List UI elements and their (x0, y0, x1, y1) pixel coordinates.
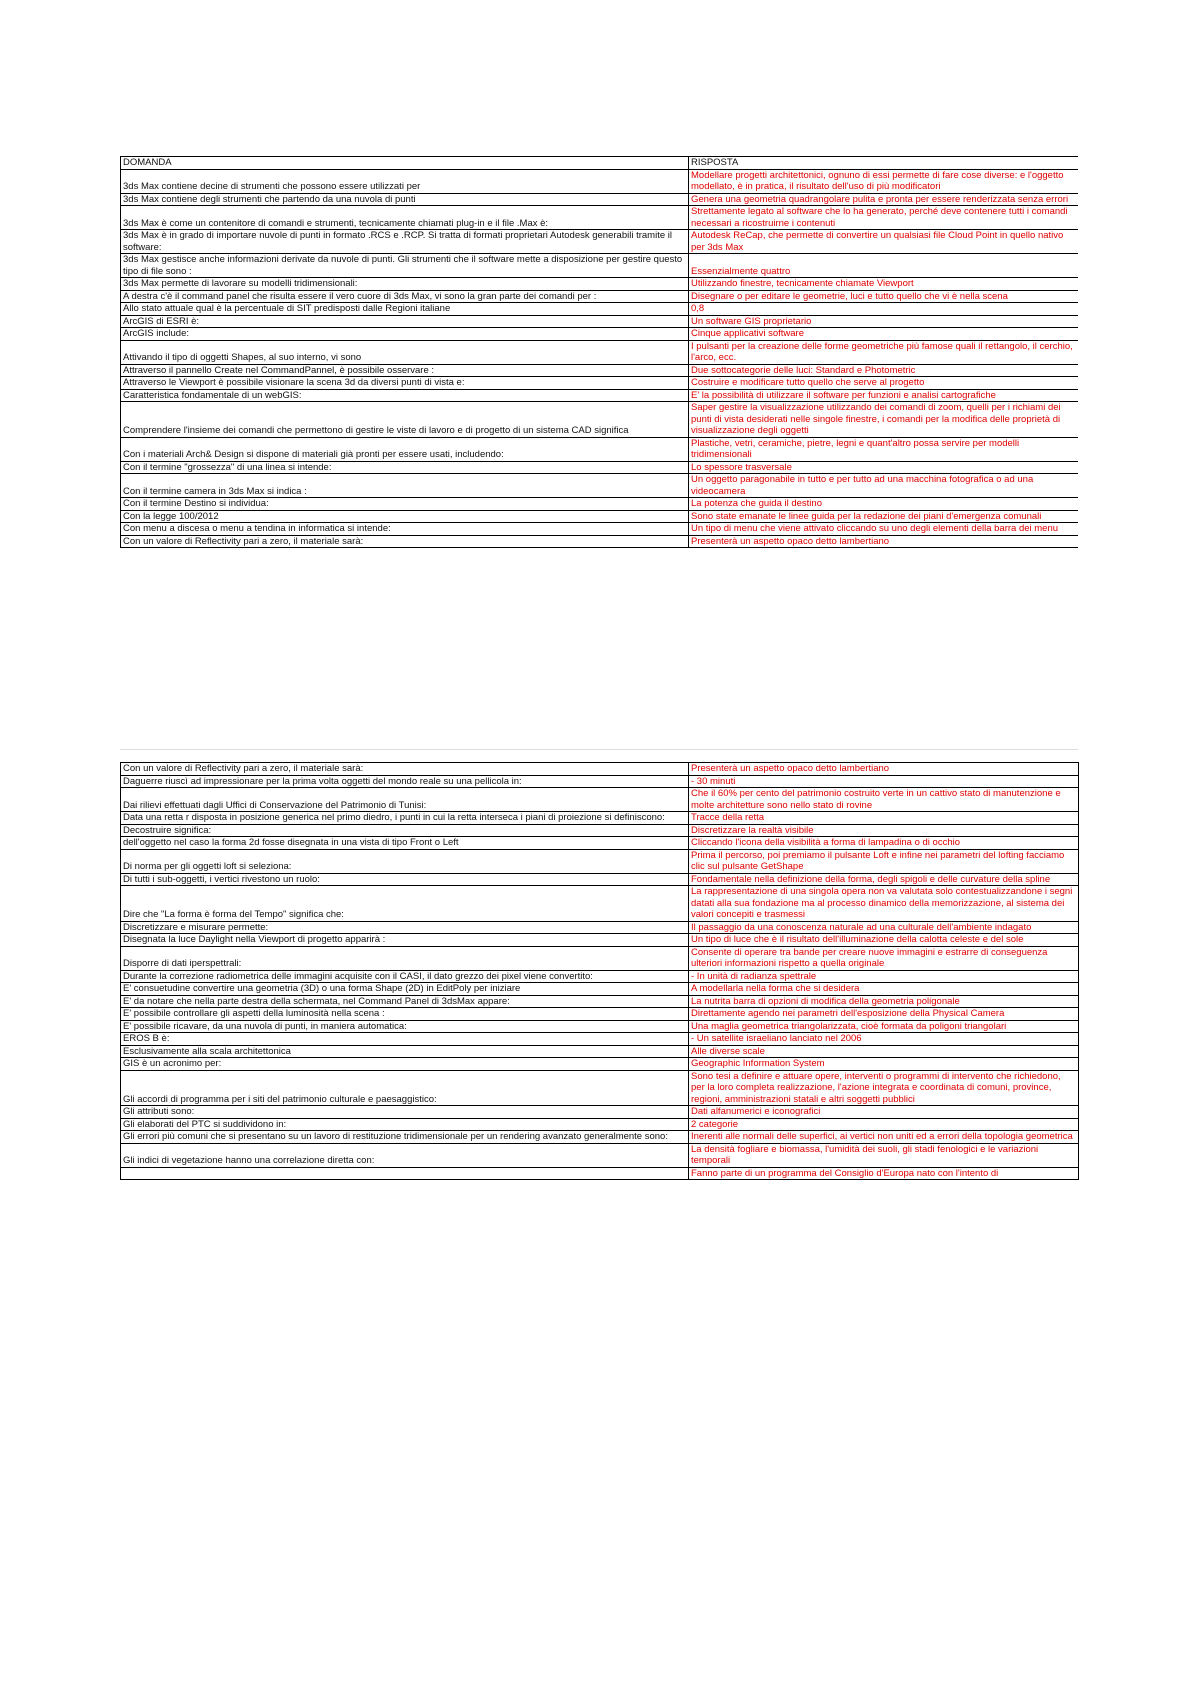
question-cell: Allo stato attuale qual è la percentuale di SIT predisposti dalle Regioni italiane (121, 303, 689, 316)
answer-cell: Tracce della retta (689, 812, 1079, 825)
question-cell: Attraverso le Viewport è possibile visionare la scena 3d da diversi punti di vista e: (121, 377, 689, 390)
table-row (121, 1070, 1079, 1106)
table-row (121, 315, 1079, 328)
question-cell: Con menu a discesa o menu a tendina in informatica si intende: (121, 523, 689, 536)
table-row (121, 402, 1079, 438)
answer-cell: Un tipo di menu che viene attivato cliccando su uno degli elementi della barra dei menu (689, 523, 1079, 536)
answer-cell: Fanno parte di un programma del Consiglio d'Europa nato con l'intento di (689, 1167, 1079, 1180)
table-row (121, 461, 1079, 474)
question-cell (121, 1167, 689, 1180)
answer-cell: Un software GIS proprietario (689, 315, 1079, 328)
table-row (121, 1058, 1079, 1071)
question-cell: Daguerre riuscì ad impressionare per la prima volta oggetti del mondo reale su una pellicola in: (121, 775, 689, 788)
question-cell: ArcGIS di ESRI è: (121, 315, 689, 328)
answer-cell: Cliccando l'icona della visibilità a forma di lampadina o di occhio (689, 837, 1079, 850)
answer-cell: La potenza che guida il destino (689, 498, 1079, 511)
question-cell: Attraverso il pannello Create nel CommandPannel, è possibile osservare : (121, 364, 689, 377)
page-separator (120, 749, 1078, 750)
answer-cell: Prima il percorso, poi premiamo il pulsante Loft e infine nei parametri del lofting facciamo clic sul pulsante GetShape (689, 849, 1079, 873)
question-cell: A destra c'è il command panel che risulta essere il vero cuore di 3ds Max, vi sono la gran parte dei comandi per : (121, 290, 689, 303)
table-row (121, 377, 1079, 390)
answer-cell: - In unità di radianza spettrale (689, 970, 1079, 983)
answer-cell: A modellarla nella forma che si desidera (689, 983, 1079, 996)
question-cell: GIS è un acronimo per: (121, 1058, 689, 1071)
answer-cell: 2 categorie (689, 1118, 1079, 1131)
table-row (121, 1008, 1079, 1021)
answer-cell: Dati alfanumerici e iconografici (689, 1106, 1079, 1119)
question-cell: Con il termine Destino si individua: (121, 498, 689, 511)
question-cell: 3ds Max contiene decine di strumenti che possono essere utilizzati per (121, 169, 689, 193)
table-row (121, 1131, 1079, 1144)
table-row (121, 437, 1079, 461)
question-cell: Disegnata la luce Daylight nella Viewport di progetto apparirà : (121, 934, 689, 947)
header-question: DOMANDA (121, 157, 689, 170)
question-cell: Data una retta r disposta in posizione generica nel primo diedro, i punti in cui la retta interseca i piani di proiezione si definiscono: (121, 812, 689, 825)
table-row (121, 775, 1079, 788)
table-row (121, 340, 1079, 364)
answer-cell: I pulsanti per la creazione delle forme geometriche più famose quali il rettangolo, il cerchio, l'arco, ecc. (689, 340, 1079, 364)
answer-cell: La rappresentazione di una singola opera non va valutata solo contestualizzandone i segni datati alla sua fondazione ma al processo dinamico della memorizzazione, al sistema dei valori concepiti e trasmessi (689, 886, 1079, 922)
question-cell: Con il termine camera in 3ds Max si indica : (121, 474, 689, 498)
answer-cell: La densità fogliare e biomassa, l'umidità dei suoli, gli stadi fenologici e le variazioni temporali (689, 1143, 1079, 1167)
answer-cell: Sono tesi a definire e attuare opere, interventi o programmi di intervento che richiedono, per la loro completa realizzazione, l'azione integrata e coordinata di comuni, province, regioni, amministrazioni statali e altri soggetti pubblici (689, 1070, 1079, 1106)
question-cell: Decostruire significa: (121, 824, 689, 837)
answer-cell: Cinque applicativi software (689, 328, 1079, 341)
table-row (121, 983, 1079, 996)
question-cell: Gli accordi di programma per i siti del patrimonio culturale e paesaggistico: (121, 1070, 689, 1106)
answer-cell: 0,8 (689, 303, 1079, 316)
answer-cell: Essenzialmente quattro (689, 254, 1079, 278)
table-row (121, 1020, 1079, 1033)
table-row (121, 254, 1079, 278)
table-row (121, 193, 1079, 206)
answer-cell: Una maglia geometrica triangolarizzata, cioè formata da poligoni triangolari (689, 1020, 1079, 1033)
answer-cell: - Un satellite israeliano lanciato nel 2006 (689, 1033, 1079, 1046)
table-row (121, 763, 1079, 776)
table-row (121, 1167, 1079, 1180)
question-cell: 3ds Max permette di lavorare su modelli tridimensionali: (121, 278, 689, 291)
table-row (121, 535, 1079, 548)
answer-cell: Presenterà un aspetto opaco detto lambertiano (689, 763, 1079, 776)
question-cell: Gli indici di vegetazione hanno una correlazione diretta con: (121, 1143, 689, 1167)
question-cell: Di tutti i sub-oggetti, i vertici rivestono un ruolo: (121, 873, 689, 886)
answer-cell: Saper gestire la visualizzazione utilizzando dei comandi di zoom, quelli per i richiami dei punti di vista desiderati nelle singole finestre, i comandi per la modifica delle proprietà di visualizzazione degli oggetti (689, 402, 1079, 438)
table-row (121, 498, 1079, 511)
question-cell: Gli attributi sono: (121, 1106, 689, 1119)
answer-cell: E' la possibilità di utilizzare il software per funzioni e analisi cartografiche (689, 389, 1079, 402)
table-row (121, 873, 1079, 886)
answer-cell: Disegnare o per editare le geometrie, luci e tutto quello che vi è nella scena (689, 290, 1079, 303)
question-cell: Attivando il tipo di oggetti Shapes, al suo interno, vi sono (121, 340, 689, 364)
question-cell: Con il termine "grossezza" di una linea si intende: (121, 461, 689, 474)
answer-cell: - 30 minuti (689, 775, 1079, 788)
answer-cell: Sono state emanate le linee guida per la redazione dei piani d'emergenza comunali (689, 510, 1079, 523)
table-row (121, 290, 1079, 303)
question-cell: Discretizzare e misurare permette: (121, 921, 689, 934)
question-cell: dell'oggetto nel caso la forma 2d fosse disegnata in una vista di tipo Front o Left (121, 837, 689, 850)
question-cell: 3ds Max contiene degli strumenti che partendo da una nuvola di punti (121, 193, 689, 206)
answer-cell: Plastiche, vetri, ceramiche, pietre, legni e quant'altro possa servire per modelli tridimensionali (689, 437, 1079, 461)
answer-cell: Costruire e modificare tutto quello che serve al progetto (689, 377, 1079, 390)
question-cell: E' consuetudine convertire una geometria (3D) o una forma Shape (2D) in EditPoly per iniziare (121, 983, 689, 996)
table-row (121, 1033, 1079, 1046)
answer-cell: Due sottocategorie delle luci: Standard e Photometric (689, 364, 1079, 377)
table-row (121, 1143, 1079, 1167)
question-cell: Comprendere l'insieme dei comandi che permettono di gestire le viste di lavoro e di progetto di un sistema CAD significa (121, 402, 689, 438)
table-row (121, 389, 1079, 402)
table-page-2 (120, 762, 1078, 1180)
answer-cell: Strettamente legato al software che lo ha generato, perché deve contenere tutti i comandi necessari a ricostruirne i contenuti (689, 206, 1079, 230)
table-row (121, 824, 1079, 837)
question-cell: Con un valore di Reflectivity pari a zero, il materiale sarà: (121, 535, 689, 548)
table-page-1 (120, 156, 1078, 743)
answer-cell: Il passaggio da una conoscenza naturale ad una culturale dell'ambiente indagato (689, 921, 1079, 934)
question-cell: Durante la correzione radiometrica delle immagini acquisite con il CASI, il dato grezzo dei pixel viene convertito: (121, 970, 689, 983)
question-cell: Esclusivamente alla scala architettonica (121, 1045, 689, 1058)
table-row (121, 849, 1079, 873)
table-row (121, 788, 1079, 812)
table-row (121, 303, 1079, 316)
table-row (121, 364, 1079, 377)
answer-cell: Presenterà un aspetto opaco detto lambertiano (689, 535, 1079, 548)
table-row (121, 970, 1079, 983)
header-answer: RISPOSTA (689, 157, 1079, 170)
answer-cell: Consente di operare tra bande per creare nuove immagini e estrarre di conseguenza ulteriori informazioni rispetto a quella originale (689, 946, 1079, 970)
question-cell: EROS B è: (121, 1033, 689, 1046)
question-cell: Caratteristica fondamentale di un webGIS: (121, 389, 689, 402)
question-cell: Dai rilievi effettuati dagli Uffici di Conservazione del Patrimonio di Tunisi: (121, 788, 689, 812)
question-cell: Con la legge 100/2012 (121, 510, 689, 523)
question-cell: E' da notare che nella parte destra della schermata, nel Command Panel di 3dsMax appare: (121, 995, 689, 1008)
answer-cell: Un oggetto paragonabile in tutto e per tutto ad una macchina fotografica o ad una videocamera (689, 474, 1079, 498)
question-cell: ArcGIS include: (121, 328, 689, 341)
question-cell: 3ds Max gestisce anche informazioni derivate da nuvole di punti. Gli strumenti che il software mette a disposizione per gestire questo tipo di file sono : (121, 254, 689, 278)
question-cell: 3ds Max è in grado di importare nuvole di punti in formato .RCS e .RCP. Si tratta di formati proprietari Autodesk generabili tramite il software: (121, 230, 689, 254)
table-row (121, 510, 1079, 523)
table-row (121, 921, 1079, 934)
table-row (121, 1045, 1079, 1058)
answer-cell: La nutrita barra di opzioni di modifica della geometria poligonale (689, 995, 1079, 1008)
question-cell: Gli elaborati del PTC si suddividono in: (121, 1118, 689, 1131)
table-row (121, 946, 1079, 970)
answer-cell: Lo spessore trasversale (689, 461, 1079, 474)
question-cell: E' possibile ricavare, da una nuvola di punti, in maniera automatica: (121, 1020, 689, 1033)
table-row (121, 886, 1079, 922)
answer-cell: Inerenti alle normali delle superfici, ai vertici non uniti ed a errori della topologia geometrica (689, 1131, 1079, 1144)
table-row (121, 328, 1079, 341)
answer-cell: Alle diverse scale (689, 1045, 1079, 1058)
table-row (121, 230, 1079, 254)
table-row (121, 837, 1079, 850)
table-row (121, 474, 1079, 498)
answer-cell: Discretizzare la realtà visibile (689, 824, 1079, 837)
answer-cell: Genera una geometria quadrangolare pulita e pronta per essere renderizzata senza errori (689, 193, 1079, 206)
question-cell: Dire che "La forma è forma del Tempo" significa che: (121, 886, 689, 922)
answer-cell: Fondamentale nella definizione della forma, degli spigoli e delle curvature della spline (689, 873, 1079, 886)
answer-cell: Geographic Information System (689, 1058, 1079, 1071)
question-cell: E' possibile controllare gli aspetti della luminosità nella scena : (121, 1008, 689, 1021)
qa-table-1 (120, 156, 1078, 548)
question-cell: Con i materiali Arch& Design si dispone di materiali già pronti per essere usati, includendo: (121, 437, 689, 461)
table-header-row (121, 157, 1079, 170)
question-cell: Disporre di dati iperspettrali: (121, 946, 689, 970)
qa-table-2 (120, 762, 1079, 1180)
question-cell: Con un valore di Reflectivity pari a zero, il materiale sarà: (121, 763, 689, 776)
answer-cell: Un tipo di luce che è il risultato dell'illuminazione della calotta celeste e del sole (689, 934, 1079, 947)
answer-cell: Utilizzando finestre, tecnicamente chiamate Viewport (689, 278, 1079, 291)
table-row (121, 1118, 1079, 1131)
table-row (121, 934, 1079, 947)
question-cell: Gli errori più comuni che si presentano su un lavoro di restituzione tridimensionale per un rendering avanzato generalmente sono: (121, 1131, 689, 1144)
answer-cell: Che il 60% per cento del patrimonio costruito verte in un cattivo stato di manutenzione e molte architetture sono nello stato di rovine (689, 788, 1079, 812)
table-row (121, 278, 1079, 291)
question-cell: Di norma per gli oggetti loft si seleziona: (121, 849, 689, 873)
table-row (121, 995, 1079, 1008)
question-cell: 3ds Max è come un contenitore di comandi e strumenti, tecnicamente chiamati plug-in e il file .Max è: (121, 206, 689, 230)
table-row (121, 206, 1079, 230)
table-row (121, 169, 1079, 193)
table-row (121, 523, 1079, 536)
answer-cell: Autodesk ReCap, che permette di convertire un qualsiasi file Cloud Point in quello nativo per 3ds Max (689, 230, 1079, 254)
answer-cell: Direttamente agendo nei parametri dell'esposizione della Physical Camera (689, 1008, 1079, 1021)
answer-cell: Modellare progetti architettonici, ognuno di essi permette di fare cose diverse: e l'oggetto modellato, è in pratica, il risultato dell'uso di più modificatori (689, 169, 1079, 193)
table-row (121, 812, 1079, 825)
table-row (121, 1106, 1079, 1119)
